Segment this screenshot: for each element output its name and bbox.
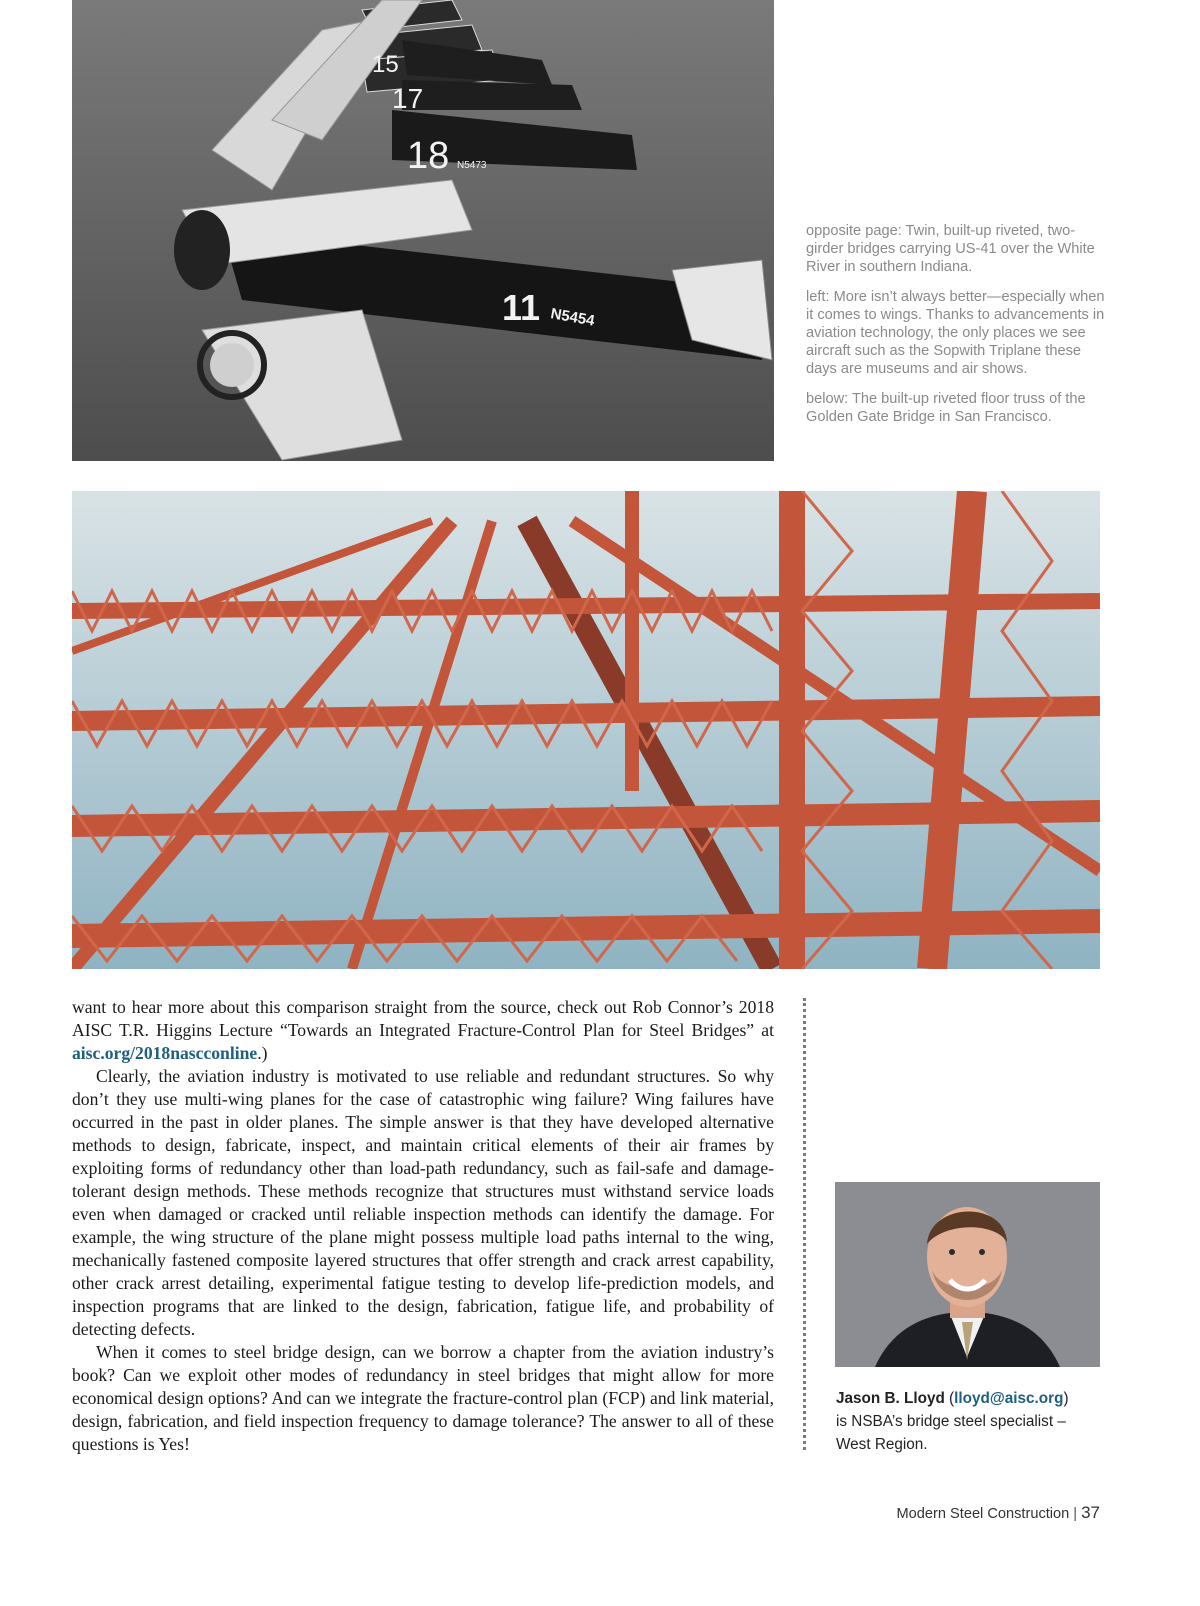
marking-n5454: N5454: [549, 305, 596, 330]
paragraph-continued: [72, 996, 774, 1065]
article-body: [72, 996, 774, 1456]
paragraph-1-tail: .): [257, 1043, 268, 1063]
author-bio: [836, 1387, 1100, 1456]
author-headshot: [835, 1182, 1100, 1367]
marking-17: 17: [392, 83, 424, 114]
caption-opposite-page: opposite page: Twin, built-up riveted, two-girder bridges carrying US-41 over the White River in southern Indiana.: [806, 223, 1095, 275]
page-number: 37: [1081, 1503, 1100, 1522]
page-footer: [897, 1503, 1101, 1523]
author-role: is NSBA’s bridge steel specialist – West Region.: [836, 1413, 1066, 1453]
publication-name: Modern Steel Construction: [896, 1506, 1070, 1522]
paragraph-aviation-redundancy: Clearly, the aviation industry is motivated to use reliable and redundant structures. So why don’t they use multi-wing planes for the case of catastrophic wing failure? Wing failures have occurred in the past in older planes. The simple answer is that they have developed alternative methods to design, fabricate, inspect, and maintain critical elements of their air frames by exploiting forms of redundancy other than load-path redundancy, such as fail-safe and damage-tolerant design methods. These methods recognize that structures must withstand service loads even when damaged or cracked until reliable inspection methods can identify the damage. For example, the wing structure of the plane might possess multiple load paths internal to the wing, mechanically fastened composite layered structures that offer strength and crack arrest capability, other crack arrest detailing, experimental fatigue testing to develop life-prediction models, and inspection programs that are linked to the design, fabrication, fatigue life, and probability of detecting defects.: [72, 1066, 774, 1339]
author-email-link[interactable]: lloyd@aisc.org: [954, 1390, 1064, 1407]
marking-n5473: N5473: [457, 160, 487, 171]
marking-11: 11: [502, 287, 541, 328]
caption-left: left: More isn’t always better—especially when it comes to wings. Thanks to advancements in aviation technology, the only places we see aircraft such as the Sopwith Triplane these days are museums and air shows.: [806, 289, 1105, 377]
author-email-open-paren: (: [944, 1390, 955, 1407]
column-divider: [803, 998, 806, 1450]
caption-below: below: The built-up riveted floor truss of the Golden Gate Bridge in San Francisco.: [806, 391, 1086, 425]
footer-separator: |: [1073, 1506, 1078, 1522]
author-email-close-paren: ): [1063, 1390, 1069, 1407]
golden-gate-truss-photo: [72, 491, 1100, 969]
headshot-illustration: [835, 1182, 1100, 1367]
paragraph-steel-bridge-design: When it comes to steel bridge design, can we borrow a chapter from the aviation industry’s book? Can we exploit other modes of redundancy in steel bridges that might allow for more economical design options? And can we integrate the fracture-control plan (FCP) and link material, design, fabrication, and field inspection frequency to damage tolerance? The answer to all of these questions is Yes!: [72, 1342, 774, 1454]
nascc-online-link[interactable]: aisc.org/2018nascconline: [72, 1043, 258, 1063]
triplanes-photo: [72, 0, 774, 461]
photo-captions: [806, 222, 1106, 438]
author-name: Jason B. Lloyd: [836, 1390, 945, 1407]
marking-18: 18: [407, 135, 450, 177]
marking-15: 15: [372, 51, 399, 78]
paragraph-1-text: want to hear more about this comparison straight from the source, check out Rob Connor’s 2018 AISC T.R. Higgins Lecture “Towards an Integrated Fracture-Control Plan for Steel Bridges” at: [72, 997, 774, 1040]
triplanes-illustration: [72, 0, 774, 461]
truss-illustration: [72, 491, 1100, 969]
